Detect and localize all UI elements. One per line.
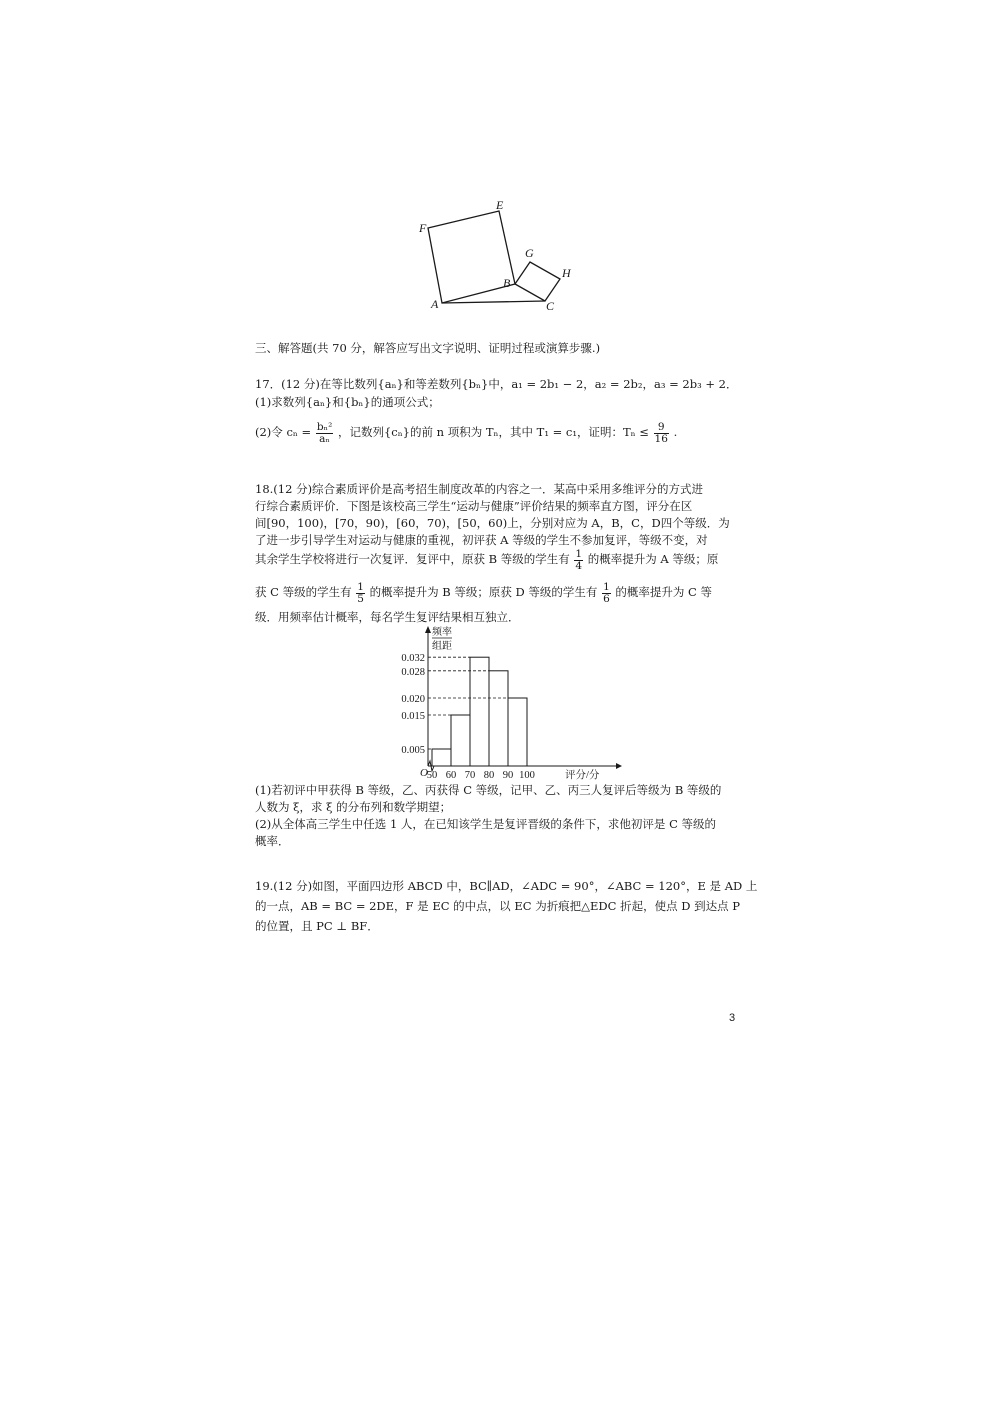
x-axis-label: 评分/分	[565, 770, 600, 781]
q18-line: 级．用频率估计概率，每名学生复评结果相互独立．	[255, 610, 520, 624]
q18-line: 18.(12 分)综合素质评价是高考招生制度改革的内容之一．某高中采用多维评分的方式进	[255, 482, 704, 496]
q18-line: 获 C 等级的学生有 $\frac{1}{5}$ 的概率提升为 B 等级；原获 D 等级的学生有 $\frac{1}{6}$ 的概率提升为 C 等	[255, 580, 713, 605]
segment-ac	[442, 301, 545, 303]
x-tick-label: 80	[483, 770, 495, 781]
point-label: G	[525, 246, 534, 260]
y-tick-label: 0.032	[401, 653, 425, 665]
q19-line: 的位置，且 PC ⊥ BF．	[255, 919, 379, 933]
histogram-bar	[508, 698, 527, 766]
point-label: A	[431, 297, 439, 311]
point-label: F	[419, 221, 427, 235]
page-number: 3	[729, 1012, 736, 1024]
x-tick-label: 90	[502, 770, 514, 781]
point-label: B	[503, 276, 511, 290]
y-axis-label: 频率	[432, 627, 452, 638]
q18-part1: (1)若初评中甲获得 B 等级，乙、丙获得 C 等级，记甲、乙、丙三人复评后等级为 B 等级的	[255, 783, 722, 797]
point-label: C	[546, 299, 555, 313]
y-tick-label: 0.020	[401, 694, 425, 705]
q17-intro: 17．(12 分)在等比数列{aₙ}和等差数列{bₙ}中，a₁ = 2b₁ − 2，a₂ = 2b₂，a₃ = 2b₃ + 2．	[255, 377, 738, 391]
x-tick-label: 100	[519, 770, 535, 781]
fraction: $\frac{1}{4}$	[575, 547, 583, 572]
q18-line: 了进一步引导学生对运动与健康的重视，初评获 A 等级的学生不参加复评，等级不变，对	[255, 533, 708, 547]
histogram-bar	[489, 671, 508, 766]
section-heading: 三、解答题(共 70 分，解答应写出文字说明、证明过程或演算步骤.)	[255, 341, 601, 355]
x-tick-label: 70	[464, 770, 476, 781]
q18-part1: 人数为 ξ，求 ξ 的分布列和数学期望；	[255, 800, 452, 814]
q17-part1: (1)求数列{aₙ}和{bₙ}的通项公式；	[255, 395, 440, 409]
x-tick-label: 50	[426, 770, 438, 781]
fraction: $\frac{1}{6}$	[603, 580, 610, 605]
square-bcgh	[515, 262, 560, 301]
histogram-bar	[470, 657, 489, 766]
y-tick-label: 0.028	[401, 666, 425, 678]
point-label: H	[562, 266, 571, 280]
q18-line: 间[90，100)，[70，90)，[60，70)，[50，60)上，分别对应为 A，B，C，D四个等级．为	[255, 516, 730, 530]
geometry-figure	[410, 195, 590, 315]
y-tick-label: 0.015	[401, 711, 425, 722]
q19-line: 的一点，AB = BC = 2DE，F 是 EC 的中点，以 EC 为折痕把△EDC 折起，使点 D 到达点 P	[255, 899, 741, 913]
origin-label: O	[420, 767, 428, 779]
y-axis-label: 组距	[432, 641, 452, 652]
q17-part2: (2)令 cₙ = $\frac{\text{bₙ²}}{\text{aₙ}}$ ，记数列{cₙ}的前 n 项积为 Tₙ，其中 T₁ = c₁，证明：Tₙ ≤ $\frac{9}{16}$ .	[255, 420, 678, 445]
frequency-histogram	[380, 623, 640, 783]
y-axis-arrow	[425, 626, 431, 633]
fraction: $\frac{9}{16}$	[654, 420, 668, 445]
q18-part2: (2)从全体高三学生中任选 1 人，在已知该学生是复评晋级的条件下，求他初评是 C 等级的	[255, 817, 717, 831]
fraction: $\frac{1}{5}$	[357, 580, 364, 605]
q18-part2: 概率．	[255, 834, 290, 848]
q18-line: 行综合素质评价．下图是该校高三学生“运动与健康”评价结果的频率直方图，评分在区	[255, 499, 693, 513]
q18-line: 其余学生学校将进行一次复评．复评中，原获 B 等级的学生有 $\frac{1}{4}$ 的概率提升为 A 等级；原	[255, 547, 719, 572]
q19-line: 19.(12 分)如图，平面四边形 ABCD 中，BC∥AD，∠ADC = 90°，∠ABC = 120°，E 是 AD 上	[255, 879, 758, 893]
fraction: $\frac{\text{bₙ²}}{\text{aₙ}}$	[316, 420, 333, 445]
x-tick-label: 60	[445, 770, 457, 781]
x-axis-arrow	[616, 763, 622, 769]
histogram-bar	[451, 715, 470, 766]
point-label: E	[496, 198, 504, 212]
y-tick-label: 0.005	[401, 745, 425, 756]
histogram-bar	[432, 749, 451, 766]
square-abef	[428, 211, 515, 303]
